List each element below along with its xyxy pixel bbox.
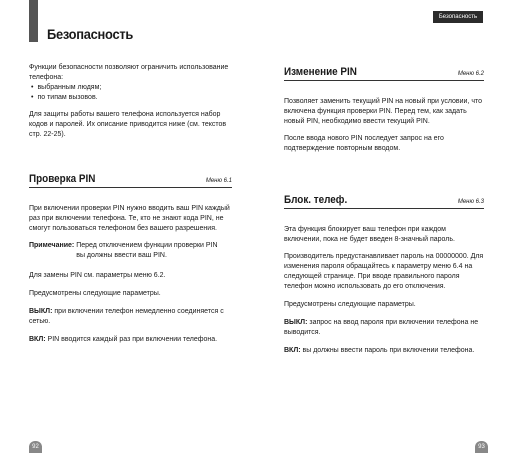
note-text: Перед отключением функции проверки PIN вы должны ввести ваш PIN. bbox=[76, 242, 218, 259]
paragraph: Предусмотрены следующие параметры. bbox=[29, 290, 161, 297]
page-number-left: 92 bbox=[29, 441, 42, 453]
paragraph: При включении проверки PIN нужно вводить ваш PIN каждый раз при включении телефона. Те, кто не знают кода PIN, не смогут пользоваться телефоном без вашего разрешения. bbox=[29, 205, 230, 232]
intro-block bbox=[29, 63, 239, 140]
paragraph: Производитель предустанавливает пароль на 00000000. Для изменения пароля обращайтесь к параметру меню 6.4 на следующей странице. При вводе правильного пароля телефон можно использовать до его отключения. bbox=[284, 253, 484, 290]
option-off bbox=[284, 318, 484, 338]
option-label: ВКЛ: bbox=[284, 347, 301, 354]
option-label: ВЫКЛ: bbox=[29, 308, 53, 315]
page-title: Безопасность bbox=[47, 26, 134, 42]
paragraph: После ввода нового PIN последует запрос на его подтверждение повторным вводом. bbox=[284, 135, 444, 152]
paragraph: Для замены PIN см. параметры меню 6.2. bbox=[29, 272, 166, 279]
intro-paragraph: Для защиты работы вашего телефона используется набор кодов и паролей. Их описание приводится ниже (см. текстов стр. 22-25). bbox=[29, 111, 227, 138]
menu-ref: Меню 6.1 bbox=[205, 178, 232, 184]
left-page-tab bbox=[29, 0, 38, 42]
option-text: запрос на ввод пароля при включении телефона не выводится. bbox=[284, 319, 479, 336]
phone-lock-body bbox=[284, 225, 484, 356]
paragraph: Предусмотрены следующие параметры. bbox=[284, 301, 416, 308]
pin-change-heading bbox=[284, 66, 484, 81]
paragraph: Позволяет заменить текущий PIN на новый при условии, что включена функция проверки PIN. Перед тем, как задать новый PIN, необходимо ввести текущий PIN. bbox=[284, 98, 482, 125]
phone-lock-heading bbox=[284, 194, 484, 209]
section-header-tab: Безопасность bbox=[433, 11, 483, 23]
note bbox=[29, 241, 239, 261]
menu-ref: Меню 6.2 bbox=[457, 71, 484, 77]
option-on bbox=[284, 346, 484, 356]
section-title: Изменение PIN bbox=[284, 66, 357, 78]
note-label: Примечание: bbox=[29, 242, 75, 249]
section-title: Проверка PIN bbox=[29, 173, 96, 185]
option-text: PIN вводится каждый раз при включении телефона. bbox=[47, 336, 218, 343]
paragraph: Эта функция блокирует ваш телефон при каждом включении, пока не будет введен 8-значный пароль. bbox=[284, 226, 455, 243]
section-title: Блок. телеф. bbox=[284, 194, 348, 206]
intro-bullets bbox=[29, 83, 239, 103]
option-off bbox=[29, 307, 239, 327]
page-number-right: 93 bbox=[475, 441, 488, 453]
list-item: • по типам вызовов. bbox=[39, 93, 239, 103]
option-text: при включении телефон немедленно соединяется с сетью. bbox=[29, 308, 224, 325]
option-label: ВКЛ: bbox=[29, 336, 46, 343]
option-label: ВЫКЛ: bbox=[284, 319, 308, 326]
option-text: вы должны ввести пароль при включении телефона. bbox=[302, 347, 475, 354]
pin-check-heading bbox=[29, 173, 232, 188]
list-item: • выбранным людям; bbox=[39, 83, 239, 93]
pin-change-body bbox=[284, 97, 484, 154]
option-on bbox=[29, 335, 239, 345]
menu-ref: Меню 6.3 bbox=[457, 199, 484, 205]
pin-check-body bbox=[29, 204, 239, 345]
intro-line: Функции безопасности позволяют ограничить использование телефона: bbox=[29, 64, 229, 81]
